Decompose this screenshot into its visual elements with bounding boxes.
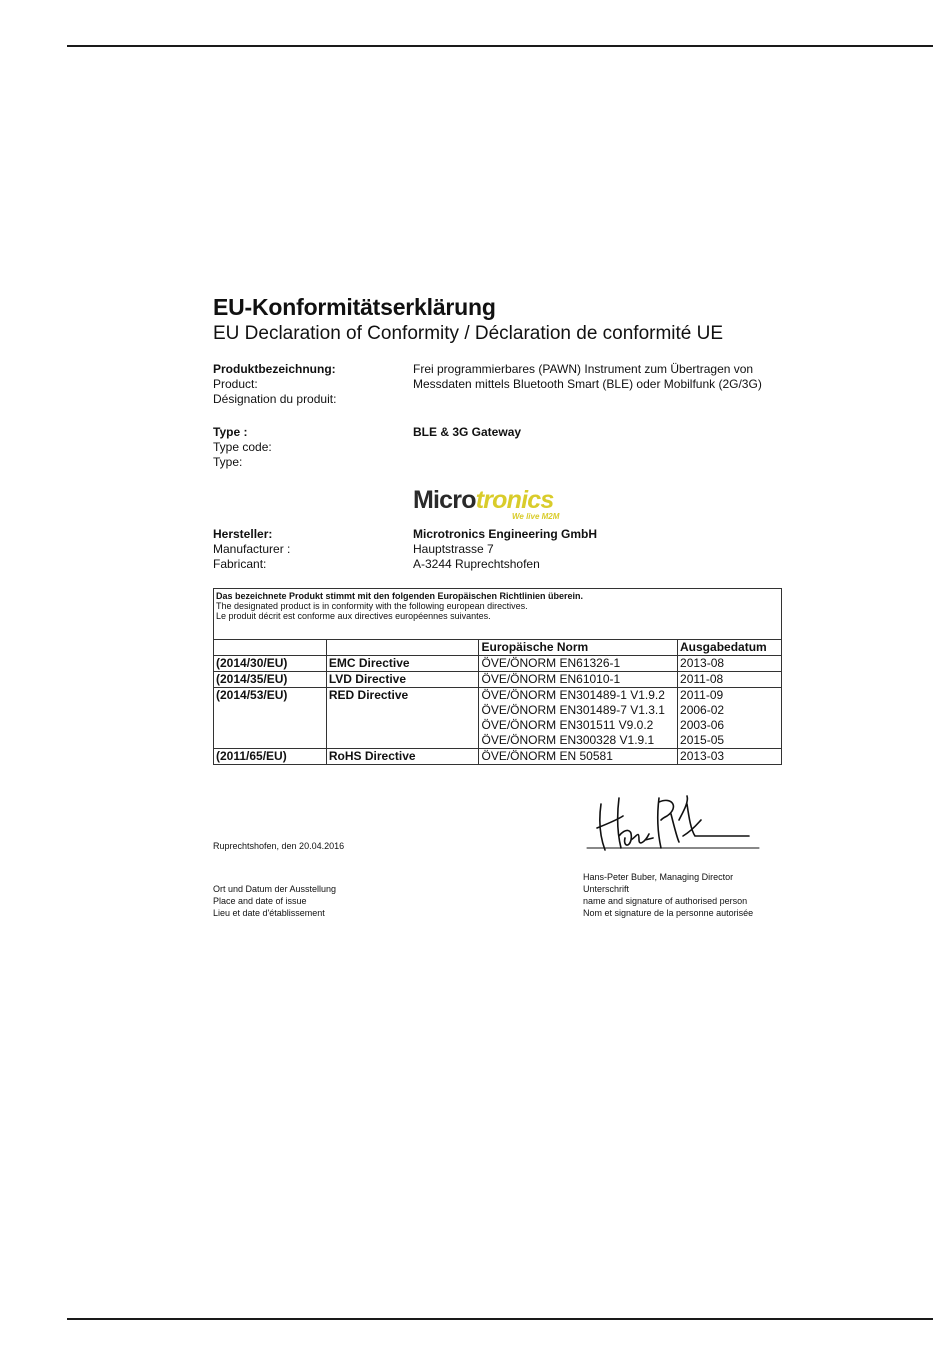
type-label-de: Type :	[213, 425, 248, 439]
directive-name: LVD Directive	[326, 672, 479, 688]
directive-name: EMC Directive	[326, 656, 479, 672]
date-line: 2013-08	[680, 656, 725, 670]
product-label-de: Produktbezeichnung:	[213, 362, 336, 376]
product-value	[413, 362, 762, 392]
header-date: Ausgabedatum	[678, 640, 782, 656]
intro-line-fr: Le produit décrit est conforme aux directives européennes suivantes.	[216, 611, 491, 621]
product-labels	[213, 362, 336, 407]
date-line: 2013-03	[680, 749, 725, 763]
date-cell	[678, 672, 782, 688]
norm-line: ÖVE/ÖNORM EN61326-1	[481, 656, 621, 670]
header-cell	[214, 640, 327, 656]
signature-label-fr: Nom et signature de la personne autorisée	[583, 908, 754, 918]
norm-line: ÖVE/ÖNORM EN61010-1	[481, 672, 621, 686]
manufacturer-label-de: Hersteller:	[213, 527, 273, 541]
signature-image	[583, 790, 763, 858]
manufacturer-city: A-3244 Ruprechtshofen	[413, 557, 540, 571]
norm-line: ÖVE/ÖNORM EN 50581	[481, 749, 613, 763]
norm-cell	[479, 672, 678, 688]
signature-label-de: Unterschrift	[583, 884, 630, 894]
norm-line: ÖVE/ÖNORM EN300328 V1.9.1	[481, 733, 655, 747]
document-subtitle: EU Declaration of Conformity / Déclaration de conformité UE	[213, 323, 724, 344]
product-label-en: Product:	[213, 377, 258, 391]
bottom-rule	[67, 1318, 933, 1320]
table-intro-row	[214, 589, 782, 640]
norm-cell	[479, 688, 678, 749]
signature-area	[583, 790, 763, 863]
date-line: 2011-09	[680, 688, 724, 702]
directive-ref: (2014/53/EU)	[214, 688, 327, 749]
directive-ref: (2014/35/EU)	[214, 672, 327, 688]
table-row	[214, 672, 782, 688]
intro-line-de: Das bezeichnete Produkt stimmt mit den folgenden Europäischen Richtlinien überein.	[216, 591, 584, 601]
date-cell	[678, 656, 782, 672]
type-value: BLE & 3G Gateway	[413, 425, 522, 439]
logo-part-accent: tronics	[475, 486, 554, 514]
date-line: 2015-05	[680, 733, 725, 747]
place-date: Ruprechtshofen, den 20.04.2016	[213, 841, 345, 851]
logo-wordmark	[413, 486, 553, 514]
type-label-en: Type code:	[213, 440, 272, 454]
top-rule	[67, 45, 933, 47]
company-logo	[413, 486, 560, 521]
date-line: 2003-06	[680, 718, 725, 732]
directive-name: RED Directive	[326, 688, 479, 749]
conformity-table	[213, 588, 782, 765]
logo-tagline: We live M2M	[512, 512, 560, 521]
header-norm: Europäische Norm	[479, 640, 678, 656]
issue-label-en: Place and date of issue	[213, 896, 307, 906]
norm-line: ÖVE/ÖNORM EN301489-7 V1.3.1	[481, 703, 665, 717]
manufacturer-value	[413, 527, 597, 572]
header-cell	[326, 640, 479, 656]
norm-cell	[479, 656, 678, 672]
product-label-fr: Désignation du produit:	[213, 392, 337, 406]
issue-labels	[213, 883, 336, 919]
product-value-line: Messdaten mittels Bluetooth Smart (BLE) oder Mobilfunk (2G/3G)	[413, 377, 762, 391]
manufacturer-label-en: Manufacturer :	[213, 542, 291, 556]
directive-ref: (2014/30/EU)	[214, 656, 327, 672]
signer-block	[583, 871, 753, 919]
logo-part-dark: Micro	[413, 486, 476, 514]
issue-label-fr: Lieu et date d'établissement	[213, 908, 325, 918]
date-line: 2011-08	[680, 672, 724, 686]
table-row	[214, 656, 782, 672]
table-row	[214, 749, 782, 765]
norm-line: ÖVE/ÖNORM EN301511 V9.0.2	[481, 718, 654, 732]
directive-ref: (2011/65/EU)	[214, 749, 327, 765]
type-label-fr: Type:	[213, 455, 243, 469]
date-line: 2006-02	[680, 703, 725, 717]
table-row	[214, 688, 782, 749]
norm-line: ÖVE/ÖNORM EN301489-1 V1.9.2	[481, 688, 665, 702]
manufacturer-label-fr: Fabricant:	[213, 557, 267, 571]
manufacturer-labels	[213, 527, 290, 572]
table-header-row	[214, 640, 782, 656]
document-title: EU-Konformitätserklärung	[213, 294, 496, 320]
directive-name: RoHS Directive	[326, 749, 479, 765]
manufacturer-name: Microtronics Engineering GmbH	[413, 527, 598, 541]
issue-label-de: Ort und Datum der Ausstellung	[213, 884, 337, 894]
conformity-intro	[214, 589, 782, 640]
signer-name: Hans-Peter Buber, Managing Director	[583, 872, 734, 882]
type-labels	[213, 425, 272, 470]
product-value-line: Frei programmierbares (PAWN) Instrument zum Übertragen von	[413, 362, 754, 376]
date-cell	[678, 749, 782, 765]
norm-cell	[479, 749, 678, 765]
date-cell	[678, 688, 782, 749]
signature-label-en: name and signature of authorised person	[583, 896, 748, 906]
manufacturer-street: Hauptstrasse 7	[413, 542, 494, 556]
intro-line-en: The designated product is in conformity with the following european directives.	[216, 601, 528, 611]
